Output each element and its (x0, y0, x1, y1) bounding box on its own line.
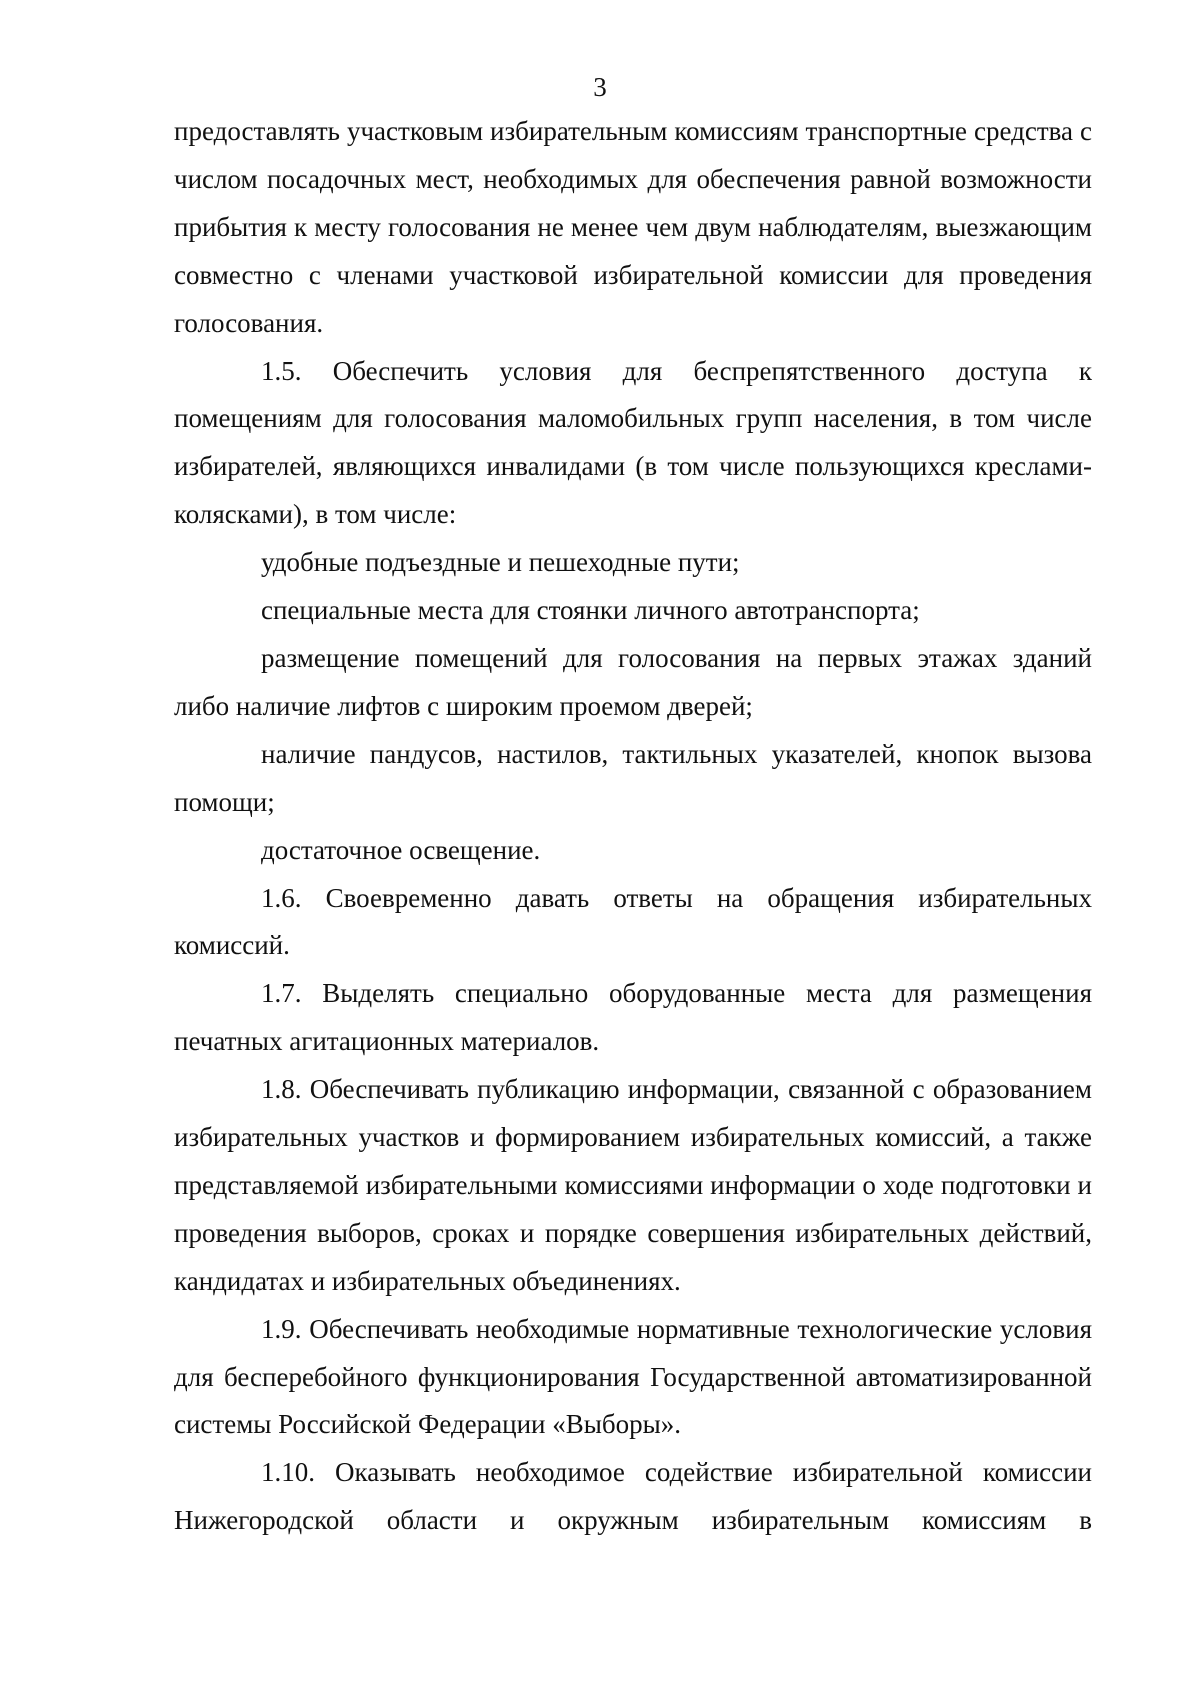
list-item-lighting: достаточное освещение. (261, 834, 541, 865)
paragraph-1-6: 1.6. Своевременно давать ответы на обращения избирательных комиссий. (174, 882, 1092, 961)
paragraph-1-8: 1.8. Обеспечивать публикацию информации, связанной с образованием избирательных участков и формированием избирательных комиссий, а также представляемой избирательными комиссиями информации о ходе подготовки и проведения выборов, сроках и порядке совершения избирательных действий, кандидатах и избирательных объединениях. (174, 1074, 1092, 1296)
list-item-parking: специальные места для стоянки личного автотранспорта; (261, 595, 920, 626)
paragraph-1-7: 1.7. Выделять специально оборудованные места для размещения печатных агитационных материалов. (174, 978, 1092, 1057)
list-item-access-paths: удобные подъездные и пешеходные пути; (261, 547, 740, 578)
list-item-ground-floor: размещение помещений для голосования на первых этажах зданий либо наличие лифтов с широким проемом дверей; (174, 642, 1092, 721)
paragraph-1-10: 1.10. Оказывать необходимое содействие избирательной комиссии Нижегородской области и окружным избирательным комиссиям в (174, 1457, 1092, 1536)
paragraph-1-9: 1.9. Обеспечивать необходимые нормативные технологические условия для бесперебойного функционирования Государственной автоматизированной системы Российской Федерации «Выборы». (174, 1313, 1092, 1440)
document-body (174, 108, 1092, 1545)
paragraph-transport: предоставлять участковым избирательным комиссиям транспортные средства с числом посадочных мест, необходимых для обеспечения равной возможности прибытия к месту голосования не менее чем двум наблюдателям, выезжающим совместно с членами участковой избирательной комиссии для проведения голосования. (174, 116, 1092, 338)
paragraph-1-5: 1.5. Обеспечить условия для беспрепятственного доступа к помещениям для голосования маломобильных групп населения, в том числе избирателей, являющихся инвалидами (в том числе пользующихся креслами-колясками), в том числе: (174, 355, 1092, 530)
list-item-ramps: наличие пандусов, настилов, тактильных указателей, кнопок вызова помощи; (174, 738, 1092, 817)
page-number: 3 (593, 72, 607, 102)
